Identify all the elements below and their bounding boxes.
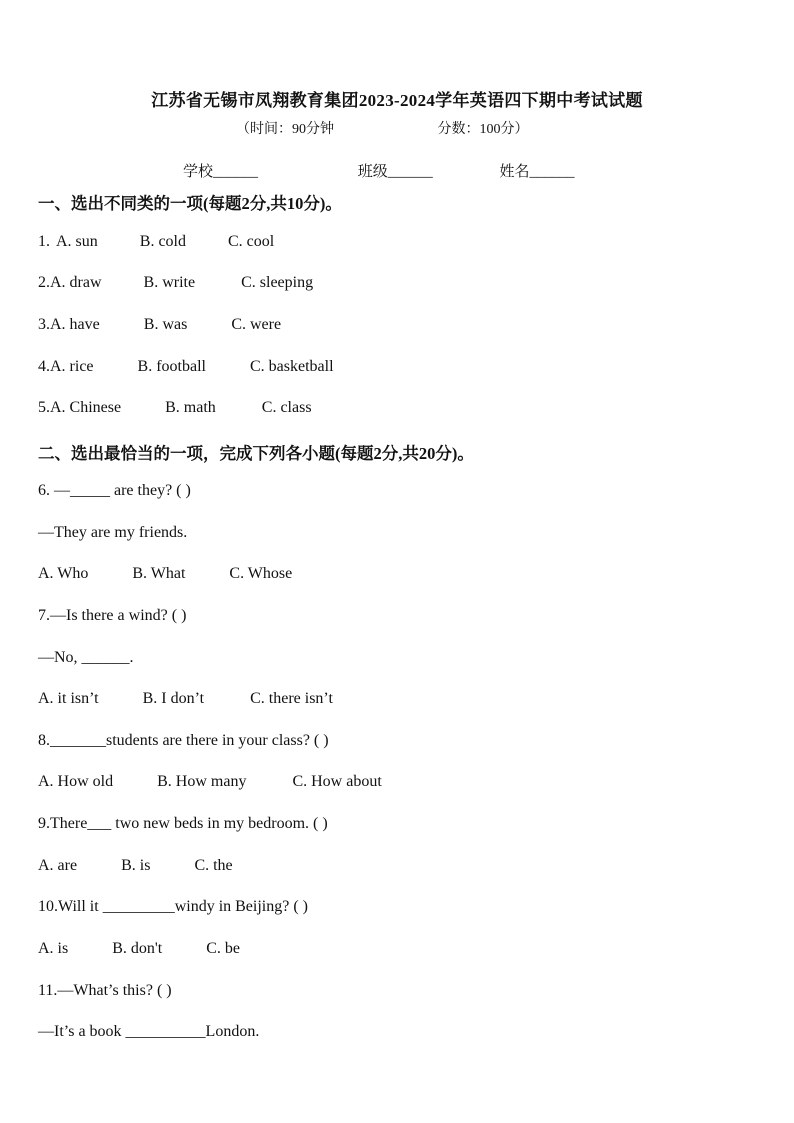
question-10-options [38, 940, 240, 958]
option-b: B. math [165, 399, 216, 416]
question-7-options [38, 690, 333, 708]
option-c: C. there isn’t [250, 690, 333, 707]
name-field: 姓名______ [499, 164, 575, 180]
question-8-options [38, 773, 382, 791]
option-a: A. have [50, 316, 100, 333]
option-b: B. is [121, 857, 151, 874]
option-a: A. Chinese [50, 399, 122, 416]
time-limit: （时间：90分钟 [236, 122, 334, 137]
question-7-stem: 7.—Is there a wind? ( ) [38, 607, 187, 624]
option-c: C. cool [228, 233, 275, 250]
option-c: C. were [231, 316, 282, 333]
option-b: B. football [137, 358, 206, 375]
exam-subtitle [236, 118, 529, 138]
total-score: 分数：100分） [437, 122, 529, 137]
question-number: 2. [38, 274, 50, 291]
question-number: 4. [38, 358, 50, 375]
question-9-stem: 9.There___ two new beds in my bedroom. ( ) [38, 815, 328, 832]
option-a: A. How old [38, 773, 114, 790]
option-a: A. draw [50, 274, 102, 291]
exam-title: 江苏省无锡市凤翔教育集团2023-2024学年英语四下期中考试试题 [151, 91, 643, 110]
option-a: A. it isn’t [38, 690, 99, 707]
option-a: A. rice [50, 358, 94, 375]
question-5 [38, 399, 312, 417]
option-b: B. cold [139, 233, 186, 250]
option-a: A. is [38, 940, 69, 957]
section-1-heading: 一、选出不同类的一项(每题2分,共10分)。 [38, 194, 342, 213]
option-b: B. How many [157, 773, 247, 790]
option-c: C. be [206, 940, 241, 957]
school-field: 学校______ [183, 164, 259, 180]
option-b: B. write [143, 274, 196, 291]
question-6-reply: —They are my friends. [38, 524, 188, 541]
question-8-stem: 8._______students are there in your class? ( ) [38, 732, 329, 749]
question-number: 3. [38, 316, 50, 333]
option-b: B. don't [112, 940, 163, 957]
option-c: C. Whose [229, 565, 293, 582]
question-7-reply: —No, ______. [38, 649, 134, 666]
question-9-options [38, 857, 233, 875]
question-number: 1. [38, 233, 54, 250]
option-c: C. How about [292, 773, 382, 790]
option-c: C. basketball [249, 358, 334, 375]
option-b: B. What [132, 565, 186, 582]
option-a: A. Who [38, 565, 89, 582]
question-1 [38, 233, 274, 251]
option-c: C. class [261, 399, 312, 416]
question-number: 5. [38, 399, 50, 416]
option-a: A. sun [56, 233, 98, 250]
question-11-stem: 11.—What’s this? ( ) [38, 982, 172, 999]
question-10-stem: 10.Will it _________windy in Beijing? ( ) [38, 898, 308, 915]
option-b: B. was [143, 316, 188, 333]
question-4 [38, 358, 334, 376]
option-c: C. the [194, 857, 233, 874]
student-info [183, 160, 575, 181]
question-3 [38, 316, 281, 334]
option-c: C. sleeping [241, 274, 314, 291]
question-2 [38, 274, 313, 292]
class-field: 班级______ [357, 164, 433, 180]
question-6-stem: 6. —_____ are they? ( ) [38, 482, 191, 499]
question-6-options [38, 565, 292, 583]
section-2-heading: 二、选出最恰当的一项，完成下列各小题(每题2分,共20分)。 [38, 444, 474, 463]
option-b: B. I don’t [142, 690, 205, 707]
option-a: A. are [38, 857, 78, 874]
question-11-reply: —It’s a book __________London. [38, 1023, 260, 1040]
